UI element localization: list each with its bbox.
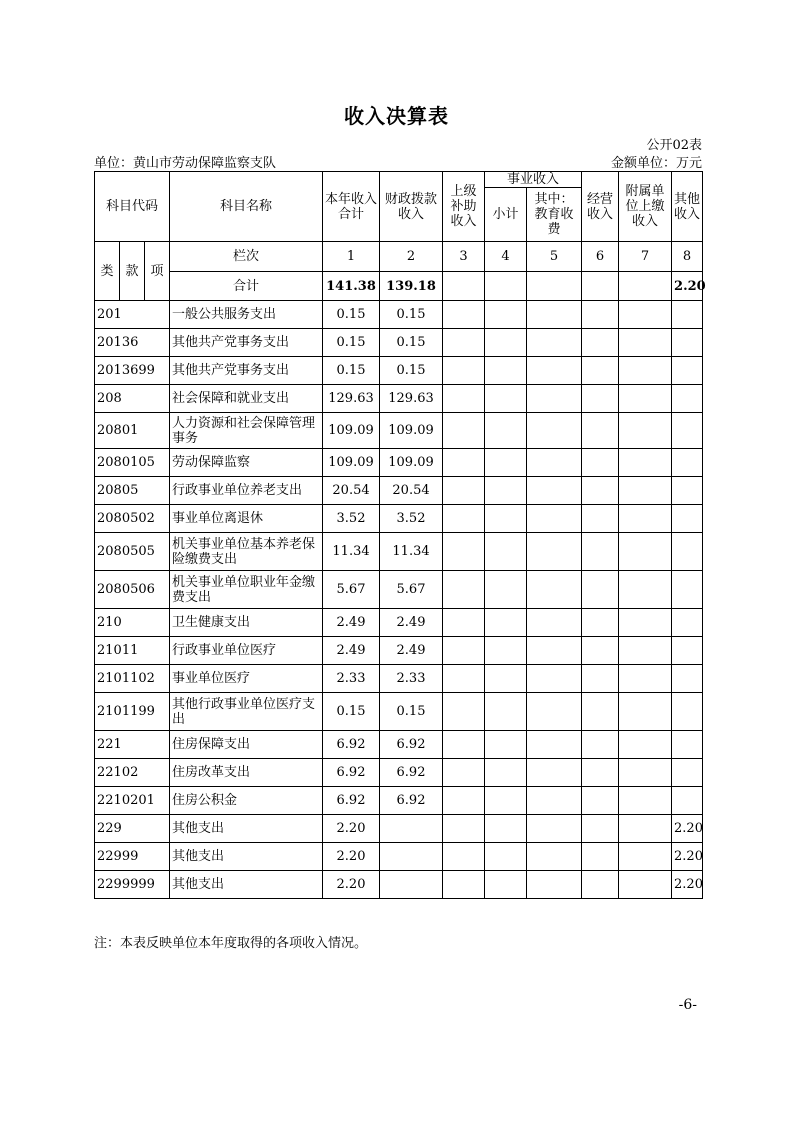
empty-cell [619, 571, 672, 609]
table-row [95, 329, 703, 357]
empty-cell [443, 843, 485, 871]
empty-cell [619, 505, 672, 533]
table-row [95, 505, 703, 533]
row-fiscal: 5.67 [380, 571, 443, 609]
col-number: 6 [582, 242, 619, 272]
row-name: 一般公共服务支出 [170, 301, 323, 329]
row-total: 2.33 [323, 665, 380, 693]
row-fiscal: 3.52 [380, 505, 443, 533]
header-business-income: 事业收入 [485, 172, 582, 188]
table-row [95, 477, 703, 505]
footnote: 注：本表反映单位本年度取得的各项收入情况。 [94, 936, 368, 951]
header-affiliated: 附属单位上缴收入 [619, 172, 672, 242]
row-code: 208 [95, 385, 170, 413]
empty-cell [527, 385, 582, 413]
total-row-total: 141.38 [323, 272, 380, 301]
empty-cell [582, 272, 619, 301]
empty-cell [619, 329, 672, 357]
empty-cell [443, 477, 485, 505]
row-name: 其他支出 [170, 815, 323, 843]
table-row [95, 413, 703, 449]
empty-cell [582, 449, 619, 477]
empty-cell [443, 272, 485, 301]
row-code: 221 [95, 731, 170, 759]
empty-cell [619, 609, 672, 637]
empty-cell [485, 357, 527, 385]
row-name: 事业单位医疗 [170, 665, 323, 693]
row-other [672, 449, 703, 477]
empty-cell [619, 477, 672, 505]
empty-cell [443, 637, 485, 665]
empty-cell [443, 533, 485, 571]
table-row [95, 533, 703, 571]
row-fiscal: 0.15 [380, 693, 443, 731]
header-superior-subsidy: 上级补助收入 [443, 172, 485, 242]
header-xiang: 项 [145, 242, 170, 301]
row-other [672, 571, 703, 609]
header-subject-name: 科目名称 [170, 172, 323, 242]
table-row [95, 665, 703, 693]
header-total-income: 本年收入合计 [323, 172, 380, 242]
empty-cell [527, 477, 582, 505]
row-fiscal: 2.49 [380, 609, 443, 637]
empty-cell [582, 815, 619, 843]
row-total: 20.54 [323, 477, 380, 505]
empty-cell [527, 505, 582, 533]
total-row-label: 合计 [170, 272, 323, 301]
row-total: 2.20 [323, 871, 380, 899]
row-name: 劳动保障监察 [170, 449, 323, 477]
row-name: 机关事业单位职业年金缴费支出 [170, 571, 323, 609]
empty-cell [527, 413, 582, 449]
row-fiscal: 6.92 [380, 731, 443, 759]
col-number: 1 [323, 242, 380, 272]
empty-cell [619, 787, 672, 815]
row-total: 2.49 [323, 637, 380, 665]
row-other [672, 301, 703, 329]
row-total: 6.92 [323, 759, 380, 787]
empty-cell [619, 815, 672, 843]
empty-cell [619, 637, 672, 665]
header-kuan: 款 [120, 242, 145, 301]
row-other [672, 693, 703, 731]
col-number: 7 [619, 242, 672, 272]
row-total: 5.67 [323, 571, 380, 609]
empty-cell [619, 301, 672, 329]
empty-cell [485, 385, 527, 413]
row-other: 2.20 [672, 843, 703, 871]
row-fiscal: 20.54 [380, 477, 443, 505]
header-subject-code: 科目代码 [95, 172, 170, 242]
row-code: 22102 [95, 759, 170, 787]
empty-cell [527, 533, 582, 571]
empty-cell [582, 329, 619, 357]
empty-cell [443, 329, 485, 357]
empty-cell [619, 533, 672, 571]
row-total: 129.63 [323, 385, 380, 413]
empty-cell [485, 637, 527, 665]
table-row [95, 787, 703, 815]
empty-cell [527, 665, 582, 693]
empty-cell [443, 815, 485, 843]
row-fiscal: 2.49 [380, 637, 443, 665]
row-total: 2.49 [323, 609, 380, 637]
empty-cell [485, 301, 527, 329]
row-other [672, 637, 703, 665]
row-fiscal: 0.15 [380, 329, 443, 357]
empty-cell [485, 449, 527, 477]
row-total: 0.15 [323, 693, 380, 731]
empty-cell [443, 413, 485, 449]
empty-cell [582, 505, 619, 533]
row-total: 6.92 [323, 787, 380, 815]
page-title: 收入决算表 [344, 104, 449, 128]
empty-cell [582, 571, 619, 609]
row-code: 2080105 [95, 449, 170, 477]
empty-cell [582, 413, 619, 449]
empty-cell [443, 693, 485, 731]
empty-cell [485, 571, 527, 609]
empty-cell [619, 871, 672, 899]
empty-cell [485, 609, 527, 637]
form-code: 公开02表 [646, 138, 702, 153]
empty-cell [527, 301, 582, 329]
empty-cell [582, 759, 619, 787]
row-name: 事业单位离退休 [170, 505, 323, 533]
empty-cell [485, 665, 527, 693]
row-other [672, 533, 703, 571]
empty-cell [443, 665, 485, 693]
row-code: 2080506 [95, 571, 170, 609]
empty-cell [485, 693, 527, 731]
empty-cell [582, 871, 619, 899]
row-fiscal [380, 871, 443, 899]
row-other [672, 759, 703, 787]
header-operating: 经营收入 [582, 172, 619, 242]
row-total: 0.15 [323, 301, 380, 329]
empty-cell [619, 759, 672, 787]
row-total: 2.20 [323, 815, 380, 843]
table-row [95, 571, 703, 609]
empty-cell [582, 843, 619, 871]
row-code: 20805 [95, 477, 170, 505]
row-code: 2080505 [95, 533, 170, 571]
row-code: 2013699 [95, 357, 170, 385]
empty-cell [582, 693, 619, 731]
row-code: 2101199 [95, 693, 170, 731]
row-fiscal: 11.34 [380, 533, 443, 571]
empty-cell [485, 871, 527, 899]
empty-cell [582, 357, 619, 385]
empty-cell [527, 637, 582, 665]
empty-cell [485, 272, 527, 301]
empty-cell [582, 731, 619, 759]
empty-cell [443, 449, 485, 477]
row-code: 210 [95, 609, 170, 637]
empty-cell [485, 413, 527, 449]
empty-cell [527, 571, 582, 609]
table-row [95, 609, 703, 637]
table-row [95, 759, 703, 787]
empty-cell [443, 385, 485, 413]
row-name: 其他共产党事务支出 [170, 329, 323, 357]
table-row [95, 385, 703, 413]
row-name: 人力资源和社会保障管理事务 [170, 413, 323, 449]
empty-cell [619, 843, 672, 871]
empty-cell [443, 731, 485, 759]
header-fiscal: 财政拨款收入 [380, 172, 443, 242]
row-code: 22999 [95, 843, 170, 871]
empty-cell [485, 815, 527, 843]
row-total: 3.52 [323, 505, 380, 533]
row-total: 0.15 [323, 357, 380, 385]
table-row [95, 693, 703, 731]
table-row [95, 301, 703, 329]
row-code: 20801 [95, 413, 170, 449]
amount-unit-label: 金额单位：万元 [610, 156, 702, 171]
col-number: 3 [443, 242, 485, 272]
row-total: 11.34 [323, 533, 380, 571]
empty-cell [485, 759, 527, 787]
empty-cell [582, 477, 619, 505]
unit-label: 单位：黄山市劳动保障监察支队 [94, 156, 277, 171]
row-other [672, 731, 703, 759]
empty-cell [582, 301, 619, 329]
empty-cell [443, 571, 485, 609]
row-fiscal: 2.33 [380, 665, 443, 693]
col-number: 8 [672, 242, 703, 272]
row-fiscal: 129.63 [380, 385, 443, 413]
table-row [95, 843, 703, 871]
empty-cell [443, 759, 485, 787]
row-other [672, 329, 703, 357]
empty-cell [527, 843, 582, 871]
row-fiscal: 6.92 [380, 787, 443, 815]
empty-cell [485, 731, 527, 759]
empty-cell [527, 357, 582, 385]
empty-cell [527, 759, 582, 787]
empty-cell [527, 787, 582, 815]
table-row [95, 731, 703, 759]
empty-cell [619, 413, 672, 449]
empty-cell [619, 272, 672, 301]
row-code: 2299999 [95, 871, 170, 899]
empty-cell [485, 477, 527, 505]
empty-cell [582, 385, 619, 413]
empty-cell [443, 357, 485, 385]
row-total: 109.09 [323, 449, 380, 477]
empty-cell [527, 449, 582, 477]
row-other [672, 385, 703, 413]
empty-cell [485, 505, 527, 533]
row-other [672, 609, 703, 637]
row-total: 2.20 [323, 843, 380, 871]
row-other [672, 413, 703, 449]
header-education-fee: 其中：教育收费 [527, 188, 582, 242]
row-code: 21011 [95, 637, 170, 665]
row-total: 6.92 [323, 731, 380, 759]
row-name: 其他共产党事务支出 [170, 357, 323, 385]
row-name: 机关事业单位基本养老保险缴费支出 [170, 533, 323, 571]
empty-cell [527, 815, 582, 843]
table-row [95, 871, 703, 899]
row-fiscal: 0.15 [380, 357, 443, 385]
header-other: 其他收入 [672, 172, 703, 242]
page-number: -6- [678, 997, 697, 1013]
header-lei: 类 [95, 242, 120, 301]
empty-cell [527, 731, 582, 759]
row-name: 其他支出 [170, 843, 323, 871]
total-row-fiscal: 139.18 [380, 272, 443, 301]
empty-cell [619, 731, 672, 759]
row-code: 229 [95, 815, 170, 843]
row-other [672, 477, 703, 505]
row-name: 行政事业单位养老支出 [170, 477, 323, 505]
empty-cell [619, 665, 672, 693]
header-column-index: 栏次 [170, 242, 323, 272]
row-code: 2210201 [95, 787, 170, 815]
row-fiscal [380, 843, 443, 871]
empty-cell [527, 609, 582, 637]
table-row [95, 449, 703, 477]
table-row [95, 357, 703, 385]
empty-cell [582, 787, 619, 815]
row-name: 住房改革支出 [170, 759, 323, 787]
empty-cell [582, 533, 619, 571]
empty-cell [619, 693, 672, 731]
empty-cell [443, 505, 485, 533]
empty-cell [485, 843, 527, 871]
row-code: 201 [95, 301, 170, 329]
table-row [95, 815, 703, 843]
income-table [94, 171, 706, 899]
row-fiscal: 109.09 [380, 449, 443, 477]
row-total: 0.15 [323, 329, 380, 357]
empty-cell [619, 385, 672, 413]
empty-cell [527, 871, 582, 899]
row-code: 2080502 [95, 505, 170, 533]
row-name: 卫生健康支出 [170, 609, 323, 637]
row-name: 其他行政事业单位医疗支出 [170, 693, 323, 731]
row-other [672, 357, 703, 385]
empty-cell [527, 693, 582, 731]
col-number: 2 [380, 242, 443, 272]
row-other: 2.20 [672, 815, 703, 843]
empty-cell [443, 301, 485, 329]
row-name: 其他支出 [170, 871, 323, 899]
empty-cell [619, 449, 672, 477]
row-other [672, 505, 703, 533]
empty-cell [527, 329, 582, 357]
row-fiscal: 0.15 [380, 301, 443, 329]
row-code: 2101102 [95, 665, 170, 693]
row-other [672, 665, 703, 693]
total-row-other: 2.20 [672, 272, 703, 301]
row-fiscal [380, 815, 443, 843]
empty-cell [582, 637, 619, 665]
empty-cell [485, 329, 527, 357]
row-name: 行政事业单位医疗 [170, 637, 323, 665]
row-other: 2.20 [672, 871, 703, 899]
header-subtotal: 小计 [485, 188, 527, 242]
row-name: 住房公积金 [170, 787, 323, 815]
empty-cell [443, 871, 485, 899]
empty-cell [485, 533, 527, 571]
col-number: 4 [485, 242, 527, 272]
empty-cell [443, 787, 485, 815]
row-fiscal: 6.92 [380, 759, 443, 787]
empty-cell [527, 272, 582, 301]
empty-cell [582, 609, 619, 637]
row-code: 20136 [95, 329, 170, 357]
table-row [95, 637, 703, 665]
empty-cell [485, 787, 527, 815]
row-name: 住房保障支出 [170, 731, 323, 759]
row-other [672, 787, 703, 815]
row-name: 社会保障和就业支出 [170, 385, 323, 413]
empty-cell [582, 665, 619, 693]
row-total: 109.09 [323, 413, 380, 449]
col-number: 5 [527, 242, 582, 272]
empty-cell [443, 609, 485, 637]
empty-cell [619, 357, 672, 385]
row-fiscal: 109.09 [380, 413, 443, 449]
